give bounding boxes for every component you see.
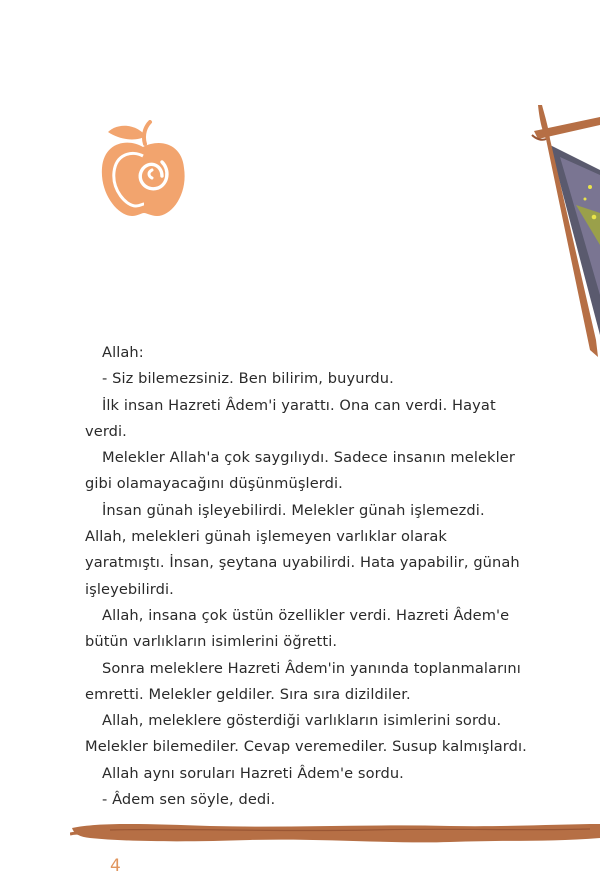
apple-icon (98, 120, 188, 220)
paragraph: Allah aynı soruları Hazreti Âdem'e sordu. (102, 764, 404, 782)
page-number: 4 (110, 856, 121, 876)
wooden-frame-illustration (530, 95, 600, 365)
paragraph: Allah, insana çok üstün özellikler verdi. Hazreti Âdem'e bütün varlıkların isimlerini öğretti. (85, 606, 510, 651)
paragraph: Allah: (102, 344, 144, 361)
paragraph: - Siz bilemezsiniz. Ben bilirim, buyurdu. (102, 370, 394, 388)
paragraph: İnsan günah işleyebilirdi. Melekler günah işlemezdi. Allah, melekleri günah işlemeyen varlıklar olarak yaratmıştı. İnsan, şeytana uyabilirdi. Hata yapabilir, günah işleyebilirdi. (85, 501, 520, 598)
paragraph: Allah, meleklere gösterdiği varlıkların isimlerini sordu. Melekler bilemediler. Cevap veremediler. Susup kalmışlardı. (85, 712, 527, 756)
paragraph: Sonra meleklere Hazreti Âdem'in yanında toplanmalarını emretti. Melekler geldiler. Sıra sıra dizildiler. (85, 659, 521, 703)
paragraph: - Âdem sen söyle, dedi. (102, 791, 276, 809)
wooden-plank-divider (70, 812, 600, 852)
story-text (85, 340, 530, 813)
paragraph: İlk insan Hazreti Âdem'i yarattı. Ona can verdi. Hayat verdi. (85, 396, 496, 440)
paragraph: Melekler Allah'a çok saygılıydı. Sadece insanın melekler gibi olamayacağını düşünmüşlerdi. (85, 449, 515, 493)
